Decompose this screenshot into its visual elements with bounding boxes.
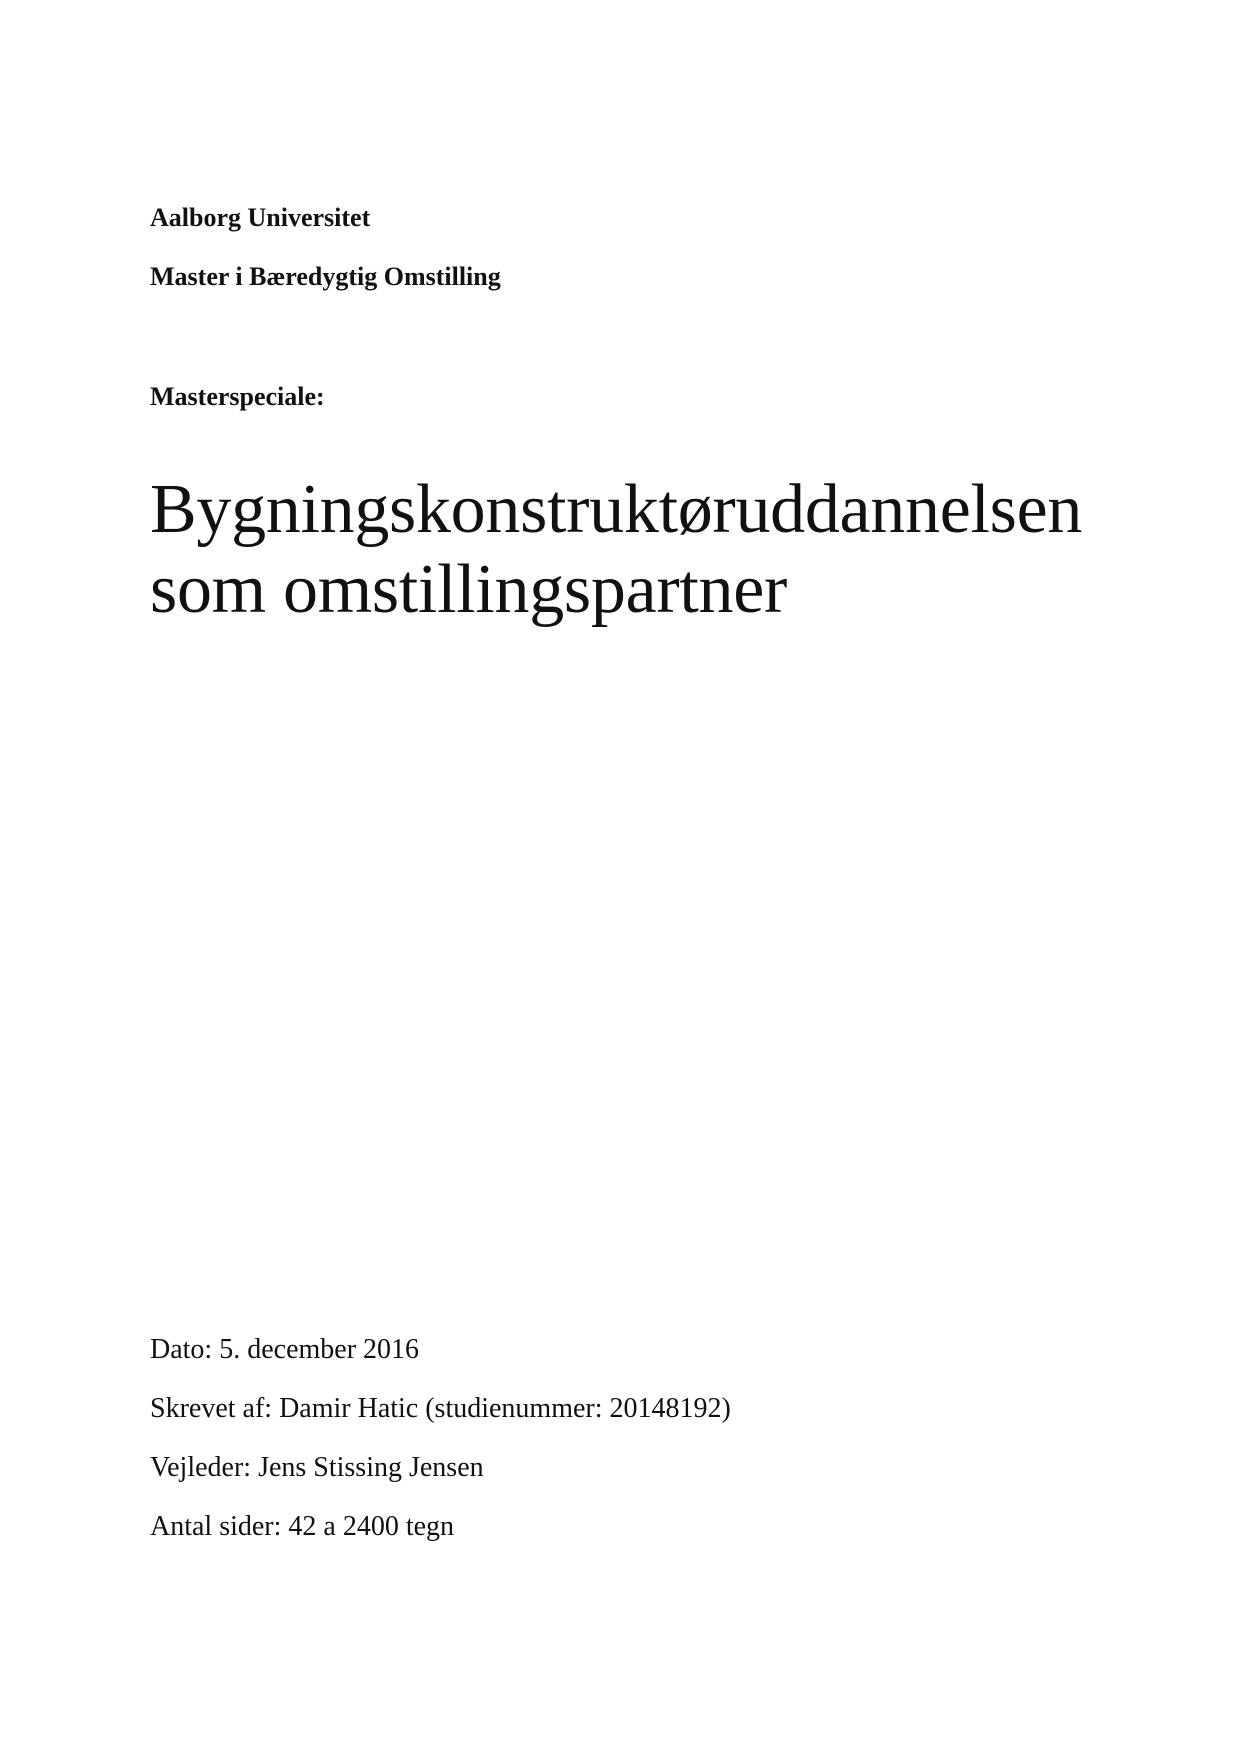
thesis-type-label: Masterspeciale: [150,382,325,411]
programme-name: Master i Bæredygtig Omstilling [150,262,501,291]
university-name: Aalborg Universitet [150,203,371,232]
supervisor-line: Vejleder: Jens Stissing Jensen [150,1452,484,1483]
date-line: Dato: 5. december 2016 [150,1334,420,1365]
page-count-line: Antal sider: 42 a 2400 tegn [150,1511,455,1542]
thesis-title [150,470,1082,630]
thesis-title-line-1: Bygningskonstruktøruddannelsen [150,471,1083,548]
thesis-title-line-2: som omstillingspartner [150,551,787,628]
author-line: Skrevet af: Damir Hatic (studienummer: 20148192) [150,1393,731,1424]
